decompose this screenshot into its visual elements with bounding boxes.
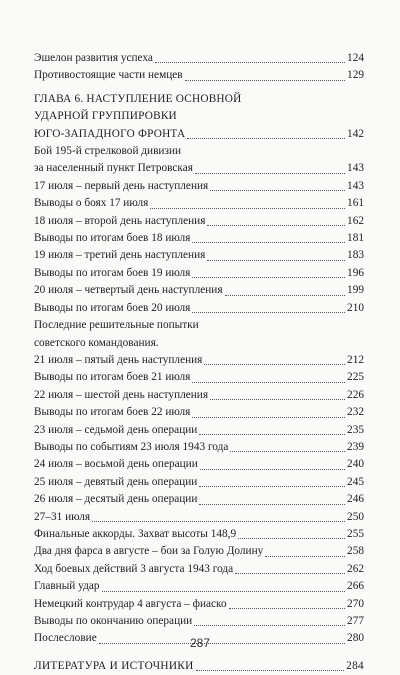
toc-entry-page: 129 [347, 69, 364, 82]
toc-entry-page: 232 [347, 406, 364, 419]
dot-leader [210, 399, 345, 400]
toc-entry-title: 22 июля – шестой день наступления [34, 388, 209, 401]
toc-entry-page: 210 [347, 301, 364, 314]
toc-entry-title: 27–31 июля [34, 510, 91, 523]
toc-entry-page: 270 [347, 597, 364, 610]
dot-leader [196, 670, 345, 671]
literature-entry [20, 658, 364, 675]
dot-leader [265, 556, 345, 557]
toc-entry [20, 160, 364, 177]
toc-entry-title-line: Бой 195-й стрелковой дивизии [34, 145, 182, 158]
toc-entry-page: 262 [347, 562, 364, 575]
toc-entry [20, 422, 364, 439]
toc-entry [20, 282, 364, 299]
toc-entry [20, 195, 364, 212]
dot-leader [207, 260, 345, 261]
toc-entry [20, 213, 364, 230]
toc-entry [20, 50, 364, 67]
toc-entry [20, 561, 364, 578]
dot-leader [199, 504, 345, 505]
toc-entry-title: Выводы по итогам боев 22 июля [34, 406, 191, 419]
chapter-heading [20, 91, 364, 126]
toc-entry-page: 143 [347, 162, 364, 175]
toc-entry [20, 491, 364, 508]
toc-entry-title-line: Последние решительные попытки [34, 319, 199, 332]
toc-entry [20, 387, 364, 404]
toc-entry-page: 235 [347, 423, 364, 436]
dot-leader [194, 625, 345, 626]
toc-entry-page: 225 [347, 371, 364, 384]
toc-entry-title: Эшелон развития успеха [34, 52, 153, 64]
toc-entry-multiline [20, 143, 364, 160]
toc-entry [20, 67, 364, 84]
dot-leader [92, 521, 345, 522]
dot-leader [187, 138, 345, 139]
table-of-contents [20, 50, 364, 675]
chapter-page: 142 [347, 127, 364, 140]
toc-entry-page: 255 [347, 527, 364, 540]
dot-leader [238, 538, 345, 539]
literature-page: 284 [346, 659, 364, 672]
toc-entry-title-line: советского командования. [34, 336, 159, 349]
dot-leader [225, 295, 346, 296]
toc-entry-title: за населенный пункт Петровская [34, 162, 193, 175]
toc-entry-page: 240 [347, 458, 364, 471]
toc-entry [20, 178, 364, 195]
toc-entry [20, 265, 364, 282]
chapter-heading-last [20, 126, 364, 143]
toc-entry-title: Выводы по итогам боев 21 июля [34, 371, 191, 384]
toc-entry-page: 266 [347, 580, 364, 593]
toc-entry-page: 162 [347, 214, 364, 227]
toc-entry [20, 578, 364, 595]
toc-entry-title: Выводы по окончанию операции [34, 615, 193, 627]
toc-entry-title: 21 июля – пятый день наступления [34, 353, 203, 366]
toc-entry-title: Противостоящие части немцев [34, 69, 183, 82]
toc-entry [20, 509, 364, 526]
toc-entry-title: Главный удар [34, 580, 100, 593]
dot-leader [102, 591, 346, 592]
dot-leader [155, 62, 345, 63]
dot-leader [229, 608, 345, 609]
toc-entry-page: 199 [347, 284, 364, 297]
toc-entry-title: 23 июля – седьмой день операции [34, 423, 198, 436]
toc-entry-title: Послесловие [34, 632, 97, 645]
toc-entry-page: 280 [347, 632, 364, 645]
literature-title: ЛИТЕРАТУРА И ИСТОЧНИКИ [34, 659, 194, 672]
toc-entry-title: Выводы о боях 17 июля [34, 197, 149, 210]
toc-entry-title: Выводы по итогам боев 18 июля [34, 232, 191, 245]
toc-entry [20, 352, 364, 369]
toc-entry-page: 196 [347, 266, 364, 279]
toc-entry-page: 258 [347, 545, 364, 558]
toc-entry-page: 239 [347, 440, 364, 453]
toc-entry-title: 18 июля – второй день наступления [34, 214, 206, 227]
toc-entry-page: 250 [347, 510, 364, 523]
dot-leader [192, 312, 345, 313]
page-number: 287 [189, 636, 211, 650]
toc-entry-page: 181 [347, 232, 364, 245]
dot-leader [204, 364, 345, 365]
toc-entry-page: 245 [347, 475, 364, 488]
toc-entry-title: 17 июля – первый день наступления [34, 179, 209, 192]
toc-entry-title: Выводы по итогам боев 19 июля [34, 266, 191, 279]
dot-leader [230, 451, 345, 452]
toc-entry-title: Немецкий контрудар 4 августа – фиаско [34, 597, 227, 610]
dot-leader [192, 277, 345, 278]
toc-entry-title: Выводы по итогам боев 20 июля [34, 301, 191, 314]
toc-entry-title: Два дня фарса в августе – бои за Голую Долину [34, 545, 264, 558]
toc-entry-page: 212 [347, 353, 364, 366]
dot-leader [195, 173, 345, 174]
dot-leader [199, 434, 345, 435]
dot-leader [185, 80, 345, 81]
toc-entry-page: 161 [347, 197, 364, 210]
toc-entry-page: 246 [347, 493, 364, 506]
toc-entry-title: Выводы по событиям 23 июля 1943 года [34, 440, 229, 453]
toc-entry-page: 277 [347, 615, 364, 627]
toc-entry-title: 25 июля – девятый день операции [34, 475, 198, 488]
toc-entry-title: 26 июля – десятый день операции [34, 493, 198, 506]
toc-entry [20, 300, 364, 317]
toc-entry-title: 24 июля – восьмой день операции [34, 458, 198, 471]
chapter-heading-line: ЮГО-ЗАПАДНОГО ФРОНТА [34, 127, 186, 140]
dot-leader [207, 225, 345, 226]
chapter-heading-line: ГЛАВА 6. НАСТУПЛЕНИЕ ОСНОВНОЙ [34, 92, 242, 105]
dot-leader [235, 573, 345, 574]
toc-entry [20, 596, 364, 613]
toc-entry [20, 543, 364, 560]
dot-leader [200, 469, 345, 470]
dot-leader [192, 242, 345, 243]
toc-entry [20, 369, 364, 386]
toc-entry-page: 183 [347, 249, 364, 262]
toc-entry-title: Ход боевых действий 3 августа 1943 года [34, 562, 234, 575]
toc-entry-page: 124 [347, 52, 364, 64]
toc-entry [20, 439, 364, 456]
dot-leader [192, 417, 345, 418]
dot-leader [192, 382, 345, 383]
dot-leader [210, 190, 345, 191]
toc-entry-title: 19 июля – третий день наступления [34, 249, 206, 262]
toc-entry-title: Финальные аккорды. Захват высоты 148,9 [34, 527, 237, 540]
toc-entry-title: 20 июля – четвертый день наступления [34, 284, 223, 297]
toc-entry-page: 143 [347, 179, 364, 192]
dot-leader [199, 486, 345, 487]
toc-entry [20, 474, 364, 491]
toc-entry-multiline [20, 317, 364, 352]
toc-entry [20, 526, 364, 543]
chapter-heading-line: УДАРНОЙ ГРУППИРОВКИ [34, 110, 177, 123]
toc-entry [20, 404, 364, 421]
toc-entry [20, 247, 364, 264]
toc-entry [20, 456, 364, 473]
toc-entry [20, 613, 364, 630]
toc-entry-page: 226 [347, 388, 364, 401]
toc-entry [20, 230, 364, 247]
dot-leader [150, 208, 345, 209]
